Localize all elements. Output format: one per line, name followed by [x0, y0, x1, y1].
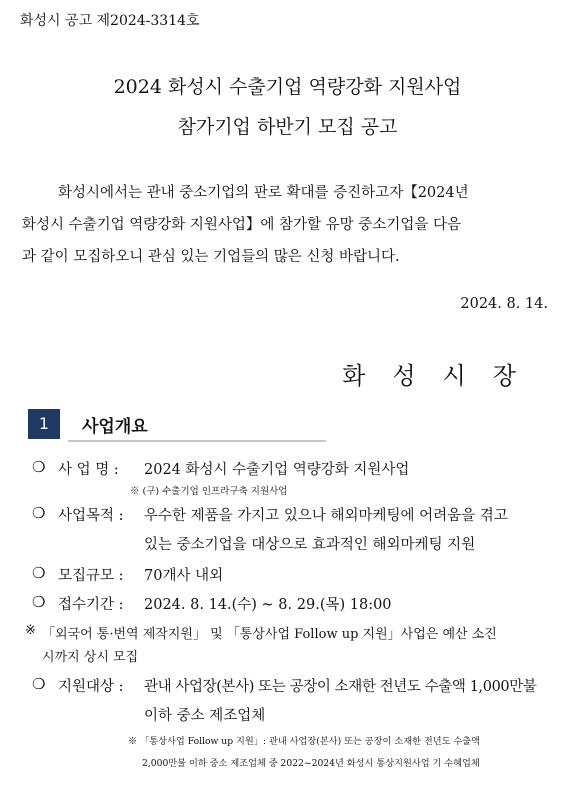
notice-title-line1: 2024 화성시 수출기업 역량강화 지원사업 — [113, 76, 462, 98]
bullet-icon: ❍ — [32, 593, 46, 611]
bullet-icon: ❍ — [32, 564, 46, 582]
item-label-name: 사 업 명 : — [58, 462, 119, 478]
notice-number: 화성시 공고 제2024-3314호 — [20, 13, 200, 29]
item-label-target: 지원대상 : — [58, 679, 124, 695]
item-value-target-line1: 관내 사업장(본사) 또는 공장이 소재한 전년도 수출액 1,000만불 — [144, 679, 537, 695]
bullet-icon: ❍ — [32, 675, 46, 693]
notice-title-line2: 참가기업 하반기 모집 공고 — [177, 116, 398, 138]
item-note-target-line1: ※ 「통상사업 Follow up 지원」: 관내 사업장(본사) 또는 공장이 소재한 전년도 수출액 — [128, 736, 481, 747]
bullet-icon: ❍ — [32, 458, 46, 476]
item-label-scale: 모집규모 : — [58, 568, 124, 584]
intro-line: 화성시에서는 관내 중소기업의 판로 확대를 증진하고자【2024년 — [58, 185, 469, 201]
item-label-period: 접수기간 : — [58, 597, 124, 613]
signer: 화성시장 — [342, 362, 543, 390]
item-value-purpose-line1: 우수한 제품을 가지고 있으나 해외마케팅에 어려움을 겪고 — [144, 508, 508, 524]
item-note-target-line2: 2,000만불 이하 중소 제조업체 중 2022~2024년 화성시 통상지원사업 기 수혜업체 — [142, 758, 480, 769]
section-number-badge: 1 — [28, 409, 60, 439]
item-value-target-line2: 이하 중소 제조업체 — [144, 708, 266, 724]
item-value-purpose-line2: 있는 중소기업을 대상으로 효과적인 해외마케팅 지원 — [144, 537, 476, 553]
item-label-purpose: 사업목적 : — [58, 508, 124, 524]
item-value-period: 2024. 8. 14.(수) ~ 8. 29.(목) 18:00 — [144, 597, 392, 613]
item-note-name: ※ (구) 수출기업 인프라구축 지원사업 — [130, 486, 288, 497]
note-symbol: ※ — [25, 623, 36, 638]
notice-date: 2024. 8. 14. — [460, 296, 548, 312]
item-value-scale: 70개사 내외 — [144, 568, 224, 584]
intro-paragraph — [22, 177, 554, 273]
bullet-icon: ❍ — [32, 504, 46, 522]
item-note-period-line2: 시까지 상시 모집 — [42, 650, 139, 665]
intro-line: 화성시 수출기업 역량강화 지원사업】에 참가할 유망 중소기업을 다음 — [22, 217, 461, 233]
item-note-period-line1: 「외국어 통·번역 제작지원」 및 「통상사업 Follow up 지원」사업은 예산 소진 — [42, 627, 497, 642]
section-title: 사업개요 — [82, 417, 148, 437]
item-value-name: 2024 화성시 수출기업 역량강화 지원사업 — [144, 462, 410, 478]
section-underline — [68, 440, 326, 442]
intro-line: 과 같이 모집하오니 관심 있는 기업들의 많은 신청 바랍니다. — [22, 249, 400, 265]
